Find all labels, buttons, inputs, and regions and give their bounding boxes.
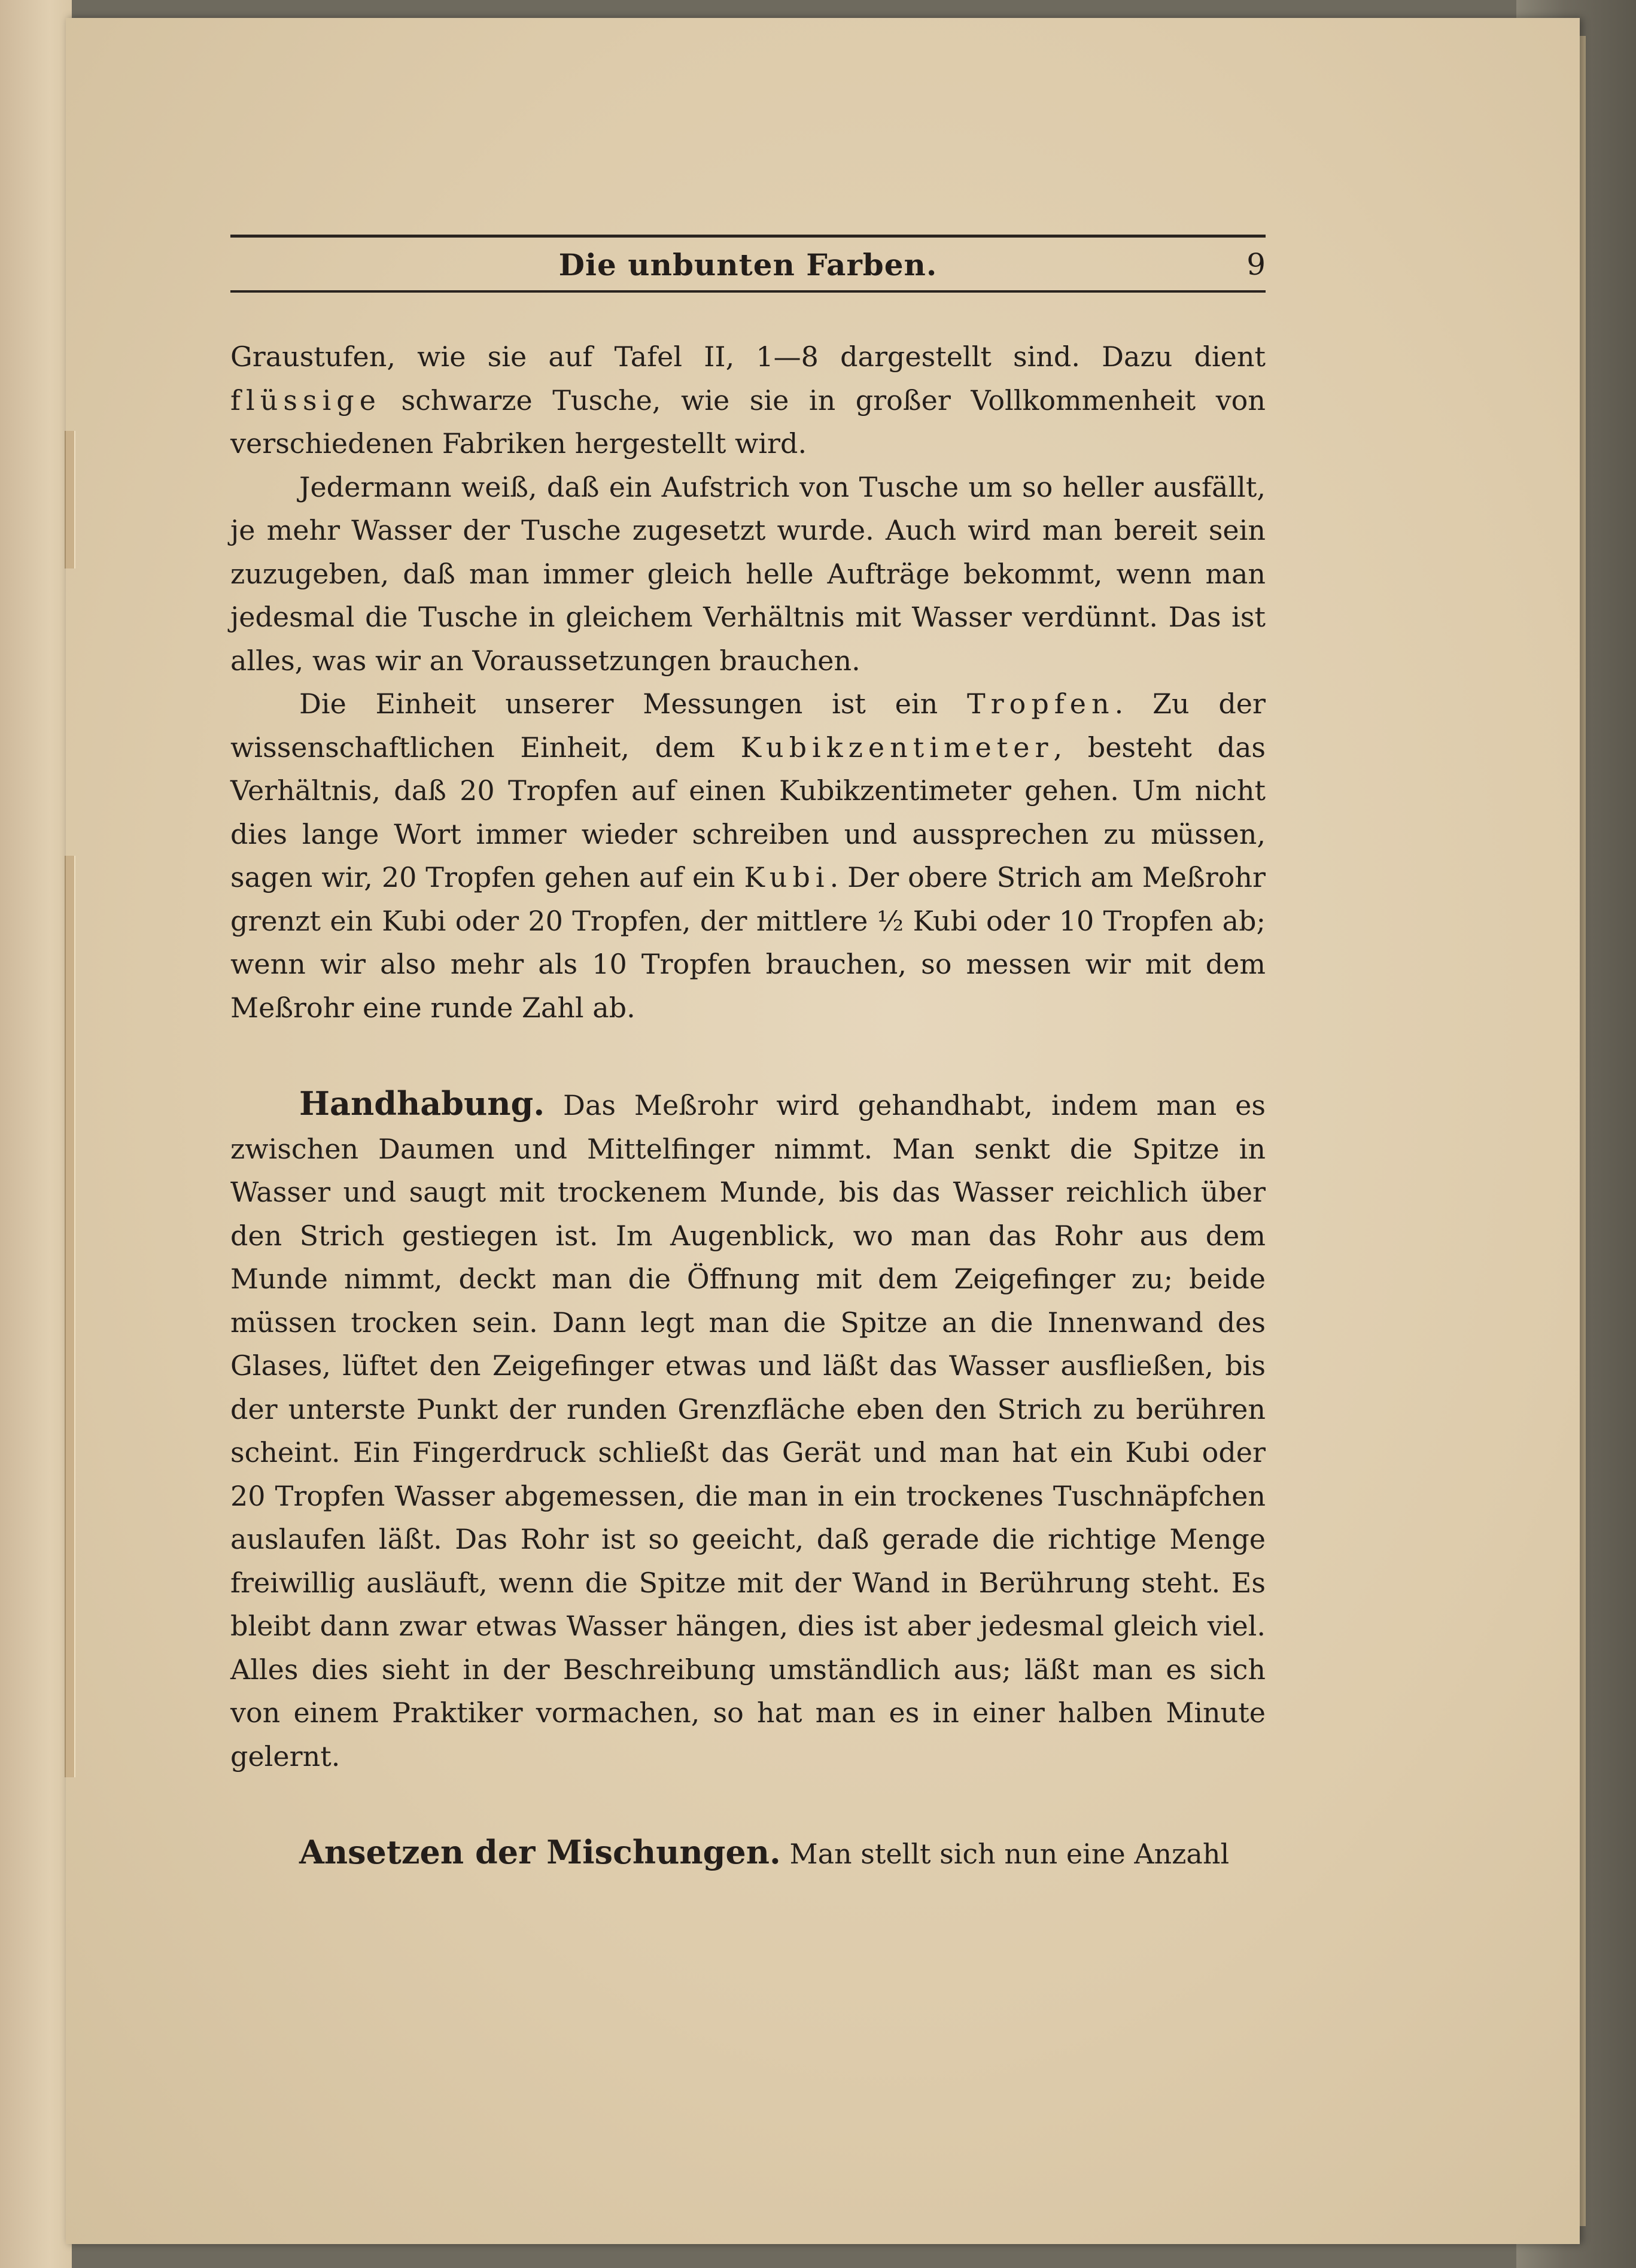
text-run: schwarze Tusche, wie sie in großer Vollkommenheit von verschiedenen Fabriken hergestellt wird. xyxy=(230,384,1266,460)
binding-thread xyxy=(65,856,75,1777)
text-run: Die Einheit unserer Messungen ist ein xyxy=(299,688,967,720)
paragraph-jedermann: Jedermann weiß, daß ein Aufstrich von Tusche um so heller ausfällt, je mehr Wasser der Tusche zugesetzt wurde. Auch wird man bereit sein zuzugeben, daß man immer gleich helle Aufträge bekommt, wenn man jedesmal die Tusche in gleichem Verhältnis mit Wasser verdünnt. Das ist alles, was wir an Voraussetzungen brauchen. xyxy=(230,470,1266,677)
text-run: Man stellt sich nun eine Anzahl xyxy=(780,1838,1230,1870)
paragraph-handhabung xyxy=(230,1082,1266,1778)
section-heading: Handhabung. xyxy=(299,1084,545,1123)
running-header xyxy=(230,235,1266,293)
body-text xyxy=(230,335,1266,1876)
section-gap xyxy=(230,1778,1266,1831)
paragraph-einheit xyxy=(230,682,1266,1029)
text-run: Graustufen, wie sie auf Tafel II, 1—8 dargestellt sind. Dazu dient xyxy=(230,340,1266,373)
page-number: 9 xyxy=(1246,247,1266,282)
paragraph-graustufen xyxy=(230,335,1266,466)
chapter-title: Die unbunten Farben. xyxy=(558,247,938,282)
text-run: . Zu der wissenschaftlichen Einheit, dem xyxy=(230,688,1266,764)
text-run: , besteht das Verhältnis, daß 20 Tropfen auf einen Kubikzentimeter gehen. Um nicht dies lange Wort immer wieder schreiben und aussprechen zu müssen, sagen wir, 20 Tropfen gehen auf ein xyxy=(230,731,1266,893)
emphasized-word: Kubi xyxy=(744,861,830,893)
facing-page-strip xyxy=(0,0,72,2268)
emphasized-word: flüssige xyxy=(230,384,381,416)
emphasized-word: Kubikzentimeter xyxy=(740,731,1054,764)
section-heading: Ansetzen der Mischungen. xyxy=(299,1833,781,1871)
binding-thread xyxy=(65,431,75,568)
paragraph-ansetzen xyxy=(230,1831,1266,1876)
emphasized-word: Tropfen xyxy=(966,688,1115,720)
section-gap xyxy=(230,1029,1266,1082)
text-run: . Der obere Strich am Meßrohr grenzt ein Kubi oder 20 Tropfen, der mittlere ½ Kubi oder 10 Tropfen ab; wenn wir also mehr als 10 Tropfen brauchen, so messen wir mit dem Meßrohr eine runde Zahl ab. xyxy=(230,861,1266,1024)
text-run: Das Meßrohr wird gehandhabt, indem man es zwischen Daumen und Mittelfinger nimmt. Man senkt die Spitze in Wasser und saugt mit trockenem Munde, bis das Wasser reichlich über den Strich gestiegen ist. Im Augenblick, wo man das Rohr aus dem Munde nimmt, deckt man die Öffnung mit dem Zeigefinger zu; beide müssen trocken sein. Dann legt man die Spitze an die Innenwand des Glases, lüftet den Zeigefinger etwas und läßt das Wasser ausfließen, bis der unterste Punkt der runden Grenzfläche eben den Strich zu berühren scheint. Ein Fingerdruck schließt das Gerät und man hat ein Kubi oder 20 Tropfen Wasser abgemessen, die man in ein trockenes Tuschnäpfchen auslaufen läßt. Das Rohr ist so geeicht, daß gerade die richtige Menge freiwillig ausläuft, wenn die Spitze mit der Wand in Berührung steht. Es bleibt dann zwar etwas Wasser hängen, dies ist aber jedesmal gleich viel. Alles dies sieht in der Beschreibung umständlich aus; läßt man es sich von einem Praktiker vormachen, so hat man es in einer halben Minute gelernt. xyxy=(230,1089,1266,1773)
